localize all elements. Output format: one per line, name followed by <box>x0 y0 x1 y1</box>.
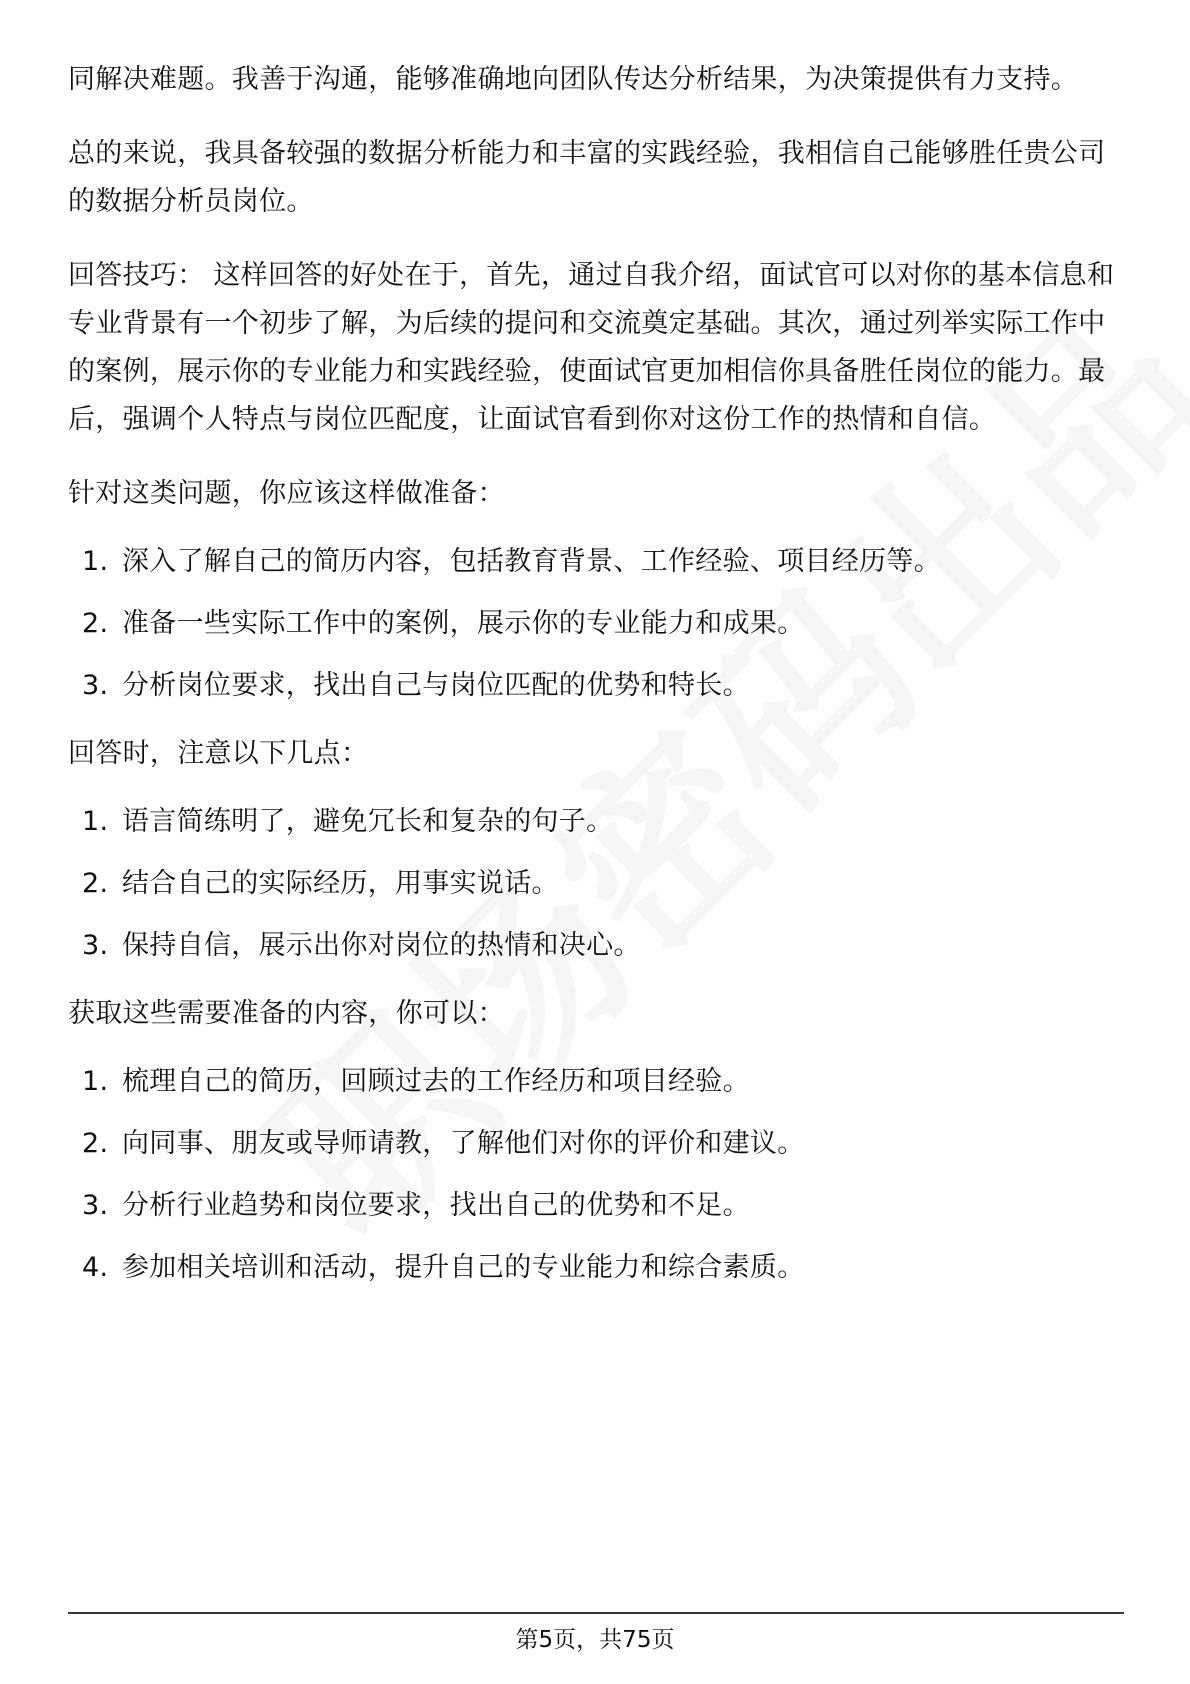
list-item <box>68 928 1132 964</box>
list-number: 1. <box>82 806 109 837</box>
list-number: 4. <box>82 1252 109 1283</box>
heading-prepare: 针对这类问题，你应该这样做准备： <box>68 478 505 509</box>
page-number: 第5页，共75页 <box>515 1627 675 1653</box>
list-text: 深入了解自己的简历内容，包括教育背景、工作经验、项目经历等。 <box>122 546 941 577</box>
list-text: 保持自信，展示出你对岗位的热情和决心。 <box>122 930 641 961</box>
list-number: 1. <box>82 1066 109 1097</box>
list-text: 梳理自己的简历，回顾过去的工作经历和项目经验。 <box>122 1066 750 1097</box>
list-number: 2. <box>82 1128 109 1159</box>
list-answer <box>68 804 1132 964</box>
list-item <box>68 1064 1132 1100</box>
list-number: 3. <box>82 1190 109 1221</box>
list-item <box>68 606 1132 642</box>
list-obtain <box>68 1064 1132 1286</box>
list-text: 结合自己的实际经历，用事实说话。 <box>122 868 559 899</box>
list-number: 2. <box>82 868 109 899</box>
footer-divider <box>68 1612 1124 1614</box>
list-item <box>68 1250 1132 1286</box>
paragraph-summary: 总的来说，我具备较强的数据分析能力和丰富的实践经验，我相信自己能够胜任贵公司的数据分析员岗位。 <box>68 138 1106 217</box>
list-text: 参加相关培训和活动，提升自己的专业能力和综合素质。 <box>122 1252 805 1283</box>
list-item <box>68 1188 1132 1224</box>
list-number: 2. <box>82 608 109 639</box>
list-text: 分析行业趋势和岗位要求，找出自己的优势和不足。 <box>122 1190 750 1221</box>
list-text: 向同事、朋友或导师请教，了解他们对你的评价和建议。 <box>122 1128 805 1159</box>
list-number: 1. <box>82 546 109 577</box>
list-prepare <box>68 544 1132 704</box>
list-item <box>68 866 1132 902</box>
list-item <box>68 804 1132 840</box>
list-number: 3. <box>82 930 109 961</box>
list-item <box>68 544 1132 580</box>
document-body <box>68 56 1132 1312</box>
list-item <box>68 1126 1132 1162</box>
list-text: 准备一些实际工作中的案例，展示你的专业能力和成果。 <box>122 608 805 639</box>
heading-answer-notes: 回答时，注意以下几点： <box>68 738 369 769</box>
paragraph-answer-tips: 回答技巧： 这样回答的好处在于，首先，通过自我介绍，面试官可以对你的基本信息和专业背景有一个初步了解，为后续的提问和交流奠定基础。其次，通过列举实际工作中的案例，展示你的专业能力和实践经验，使面试官更加相信你具备胜任岗位的能力。最后，强调个人特点与岗位匹配度，让面试官看到你对这份工作的热情和自信。 <box>68 260 1115 435</box>
list-number: 3. <box>82 670 109 701</box>
list-text: 分析岗位要求，找出自己与岗位匹配的优势和特长。 <box>122 670 750 701</box>
list-item <box>68 668 1132 704</box>
paragraph-continued: 同解决难题。我善于沟通，能够准确地向团队传达分析结果，为决策提供有力支持。 <box>68 64 1079 95</box>
heading-obtain: 获取这些需要准备的内容，你可以： <box>68 998 505 1029</box>
list-text: 语言简练明了，避免冗长和复杂的句子。 <box>122 806 614 837</box>
